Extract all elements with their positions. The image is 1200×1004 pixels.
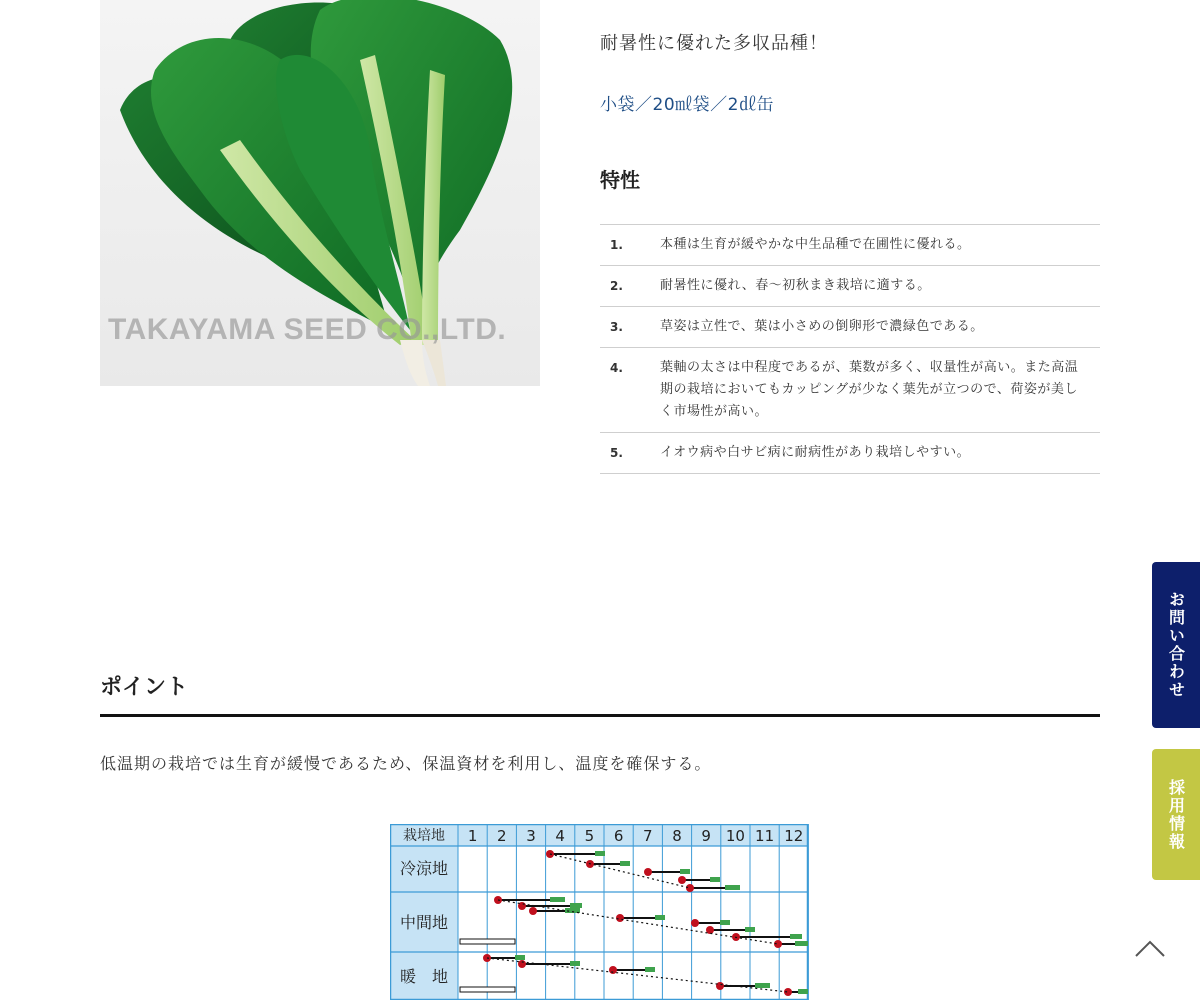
harvest-period-bar [790, 934, 802, 939]
cover-period-bar [460, 939, 515, 944]
sowing-dot [678, 876, 686, 884]
product-catchphrase: 耐暑性に優れた多収品種！ [600, 33, 828, 54]
feature-text: 草姿は立性で、葉は小さめの倒卵形で濃緑色である。 [660, 319, 984, 334]
feature-row [600, 348, 1100, 433]
contact-tab-label: お問い合わせ [1166, 591, 1186, 699]
sowing-dot [644, 868, 652, 876]
feature-row [600, 433, 1100, 474]
contact-tab[interactable] [1152, 562, 1200, 728]
harvest-period-bar [595, 851, 605, 856]
region-label: 暖 地 [399, 967, 449, 986]
feature-row [600, 225, 1100, 266]
sowing-dot [529, 907, 537, 915]
feature-number: 5. [610, 446, 623, 460]
point-text: 低温期の栽培では生育が緩慢であるため、保温資材を利用し、温度を確保する。 [100, 754, 712, 773]
month-label: 9 [701, 827, 711, 845]
harvest-period-bar [515, 955, 525, 960]
calendar-chart [390, 824, 810, 1000]
calendar-header-label: 栽培地 [403, 828, 445, 844]
feature-number: 3. [610, 320, 623, 334]
harvest-period-bar [755, 983, 770, 988]
harvest-period-bar [680, 869, 690, 874]
cultivation-calendar [390, 824, 810, 1004]
sowing-dot [716, 982, 724, 990]
harvest-period-bar [550, 897, 565, 902]
region-label: 中間地 [399, 913, 449, 932]
month-label: 3 [526, 827, 536, 845]
harvest-period-bar [645, 967, 655, 972]
cover-period-bar [460, 987, 515, 992]
chevron-up-icon [1132, 936, 1168, 960]
harvest-period-bar [655, 915, 665, 920]
section-divider [100, 714, 1100, 717]
month-label: 7 [643, 827, 653, 845]
back-to-top-button[interactable] [1132, 936, 1168, 960]
harvest-period-bar [620, 861, 630, 866]
harvest-period-bar [570, 903, 582, 908]
harvest-period-bar [795, 941, 808, 946]
feature-number: 2. [610, 279, 623, 293]
feature-text: 本種は生育が緩やかな中生品種で在圃性に優れる。 [660, 237, 971, 252]
month-label: 6 [613, 827, 624, 845]
feature-text: 耐暑性に優れ、春～初秋まき栽培に適する。 [660, 278, 931, 293]
region-label: 冷涼地 [399, 859, 449, 878]
product-photo [100, 0, 540, 386]
month-label: 5 [584, 827, 595, 845]
sowing-dot [518, 960, 526, 968]
sowing-dot [691, 919, 699, 927]
feature-text: 葉軸の太さは中程度であるが、葉数が多く、収量性が高い。また高温期の栽培においてもカッピングが少なく葉先が立つので、荷姿が美しく市場性が高い。 [660, 360, 1079, 419]
harvest-period-bar [745, 927, 755, 932]
recruit-tab-label: 採用情報 [1166, 778, 1186, 851]
feature-row [600, 266, 1100, 307]
month-label: 10 [725, 827, 745, 845]
harvest-period-bar [710, 877, 720, 882]
sowing-dot [616, 914, 624, 922]
feature-text: イオウ病や白サビ病に耐病性があり栽培しやすい。 [660, 445, 971, 460]
month-label: 8 [672, 827, 682, 845]
month-label: 11 [755, 827, 775, 845]
harvest-period-bar [798, 989, 808, 994]
features-title: 特性 [600, 168, 640, 192]
month-label: 12 [784, 827, 804, 845]
feature-number: 1. [610, 238, 623, 252]
features-table [600, 224, 1100, 474]
point-title: ポイント [100, 675, 189, 700]
recruit-tab[interactable] [1152, 749, 1200, 880]
package-sizes: 小袋／20㎖袋／2㎗缶 [600, 95, 774, 115]
month-label: 1 [467, 827, 478, 845]
feature-row [600, 307, 1100, 348]
feature-number: 4. [610, 361, 623, 375]
month-label: 4 [555, 827, 565, 845]
month-label: 2 [497, 827, 507, 845]
harvest-period-bar [725, 885, 740, 890]
harvest-period-bar [570, 961, 580, 966]
month-header-bg [390, 824, 808, 846]
photo-watermark: TAKAYAMA SEED CO.,LTD. [108, 313, 507, 346]
harvest-period-bar [720, 920, 730, 925]
